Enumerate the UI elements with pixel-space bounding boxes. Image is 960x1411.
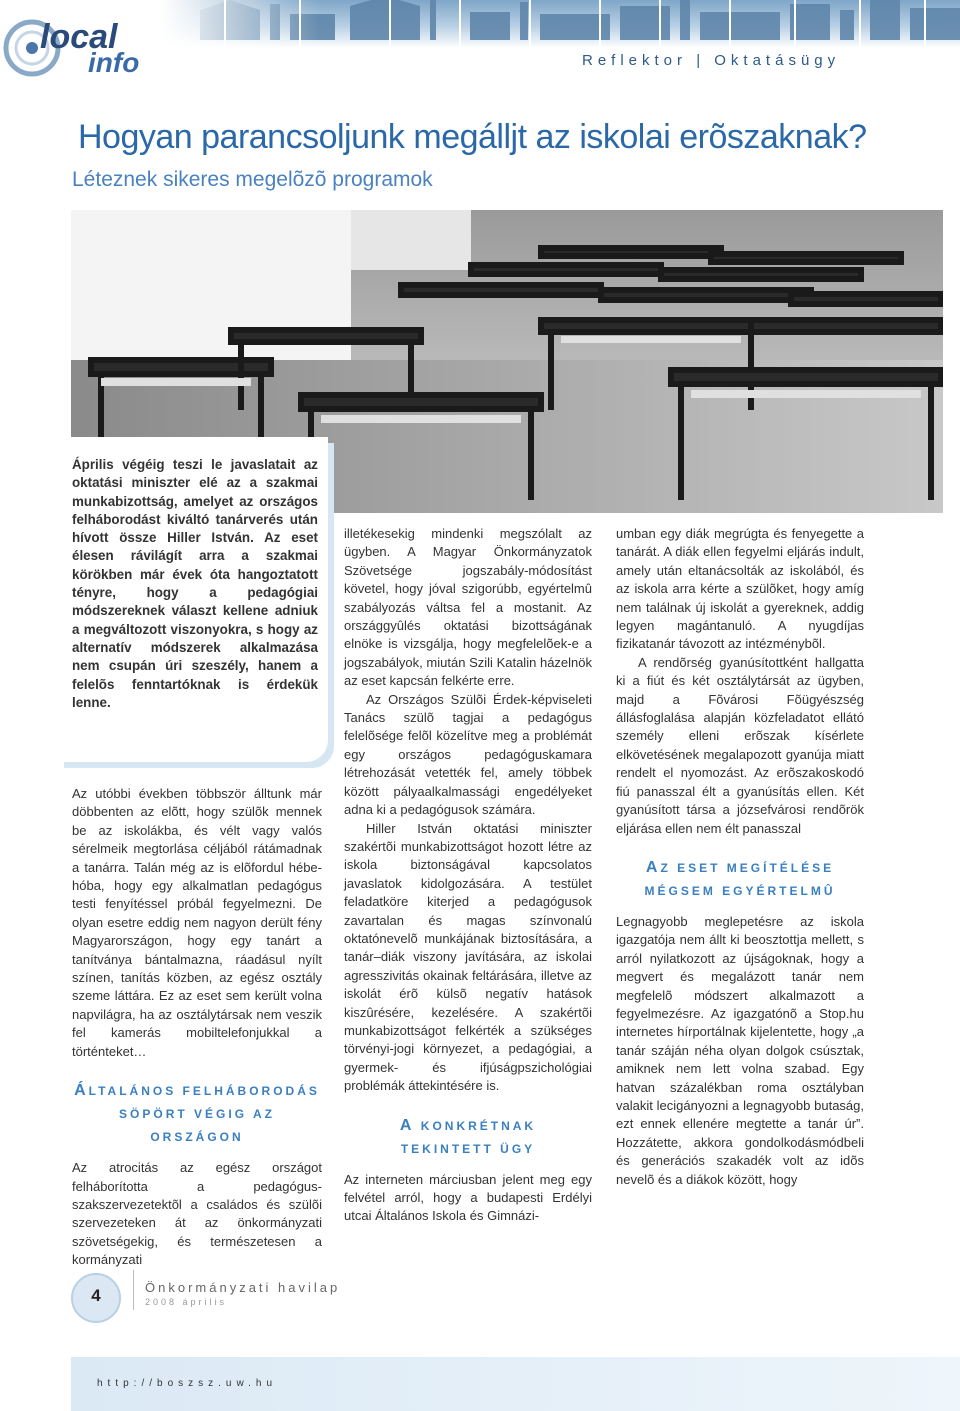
subheading-line: SÖPÖRT VÉGIG AZ ORSZÁGON [119, 1107, 275, 1145]
article-subtitle: Léteznek sikeres megelõzõ programok [72, 168, 433, 191]
article-column-1 [72, 785, 322, 1270]
footer-url-link[interactable]: http://boszsz.uw.hu [97, 1378, 278, 1389]
logo-text-local: local [40, 18, 118, 56]
subheading-line: A KONKRÉTNAK [399, 1116, 537, 1134]
subheading-line: AZ ESET MEGÍTÉLÉSE [645, 858, 835, 876]
logo-text-info: info [88, 47, 140, 78]
article-title: Hogyan parancsoljunk megállјt az iskolai erõszaknak? [78, 118, 867, 156]
page-number: 4 [91, 1286, 101, 1305]
article-lead: Április végéig teszi le javaslatait az oktatási miniszter elé az a szakmai munkabizottság, amelyet az országos felháborodást kiváltó tanárverés után hívott össze Hiller István. Az eset élesen rávilágít arra a szakmai körökben már évek óta hangoztatott tényre, hogy a pedagógiai módszereknek választ kellene adniuk a megváltozott viszonyokra, s hogy az alternatív módszerek alkalmazása nem csupán úri szeszély, hanem a felelõs fenntartóknak is érdekük lenne. [72, 457, 318, 710]
footer-divider [133, 1270, 134, 1310]
subheading-line: MÉGSEM EGYÉRTELMÛ [644, 883, 836, 898]
magazine-date: 2008 április [145, 1297, 228, 1307]
section-tag: Reflektor | Oktatásügy [582, 52, 841, 69]
article-column-2 [344, 525, 592, 1226]
local-info-logo [0, 0, 170, 100]
paragraph: illetékesekig mindenki megszólalt az ügyben. A Magyar Önkormányzatok Szövetsége jogszabály-módosítást követel, hogy jóval szigorúbb, egyértelmû szabályozás váltsa fel a mostanit. Az országgyûlés oktatási bizottságának elnöke is vizsgálja, hogy megfelelõek-e a jogszabályok, miután Szili Katalin házelnök az eset kapcsán felkérte erre. [344, 526, 592, 689]
paragraph: Az interneten márciusban jelent meg egy felvétel arról, hogy a budapesti Erdélyi utcai Általános Iskola és Gimnázi- [344, 1171, 592, 1224]
paragraph: A rendõrség gyanúsítottként hallgatta ki a fiút és két osztálytársát az ügyben, majd a Fõvárosi Fõügyészség állásfoglalása alapján közfeladatot ellátó személy elleni erõszak kísérlete elkövetésének megalapozott gyanúja miatt rendelt el nyomozást. Az erõszakoskodó fiú panasszal élt a gyanúsítás ellen. Két gyanúsított társa a józsefvárosi rendõrök eljárása ellen nem élt panasszal [616, 654, 864, 836]
paragraph: Legnagyobb meglepetésre az iskola igazgatója nem állt ki beosztottja mellett, s arról nyilatkozott az újságoknak, hogy a megvert és megalázott tanár nem megfelelõ módszert alkalmazott a fegyelmezésre. Az igazgatónõ a Stop.hu internetes hírportálnak kijelentette, hogy „a tanár száján néha olyan dolgok csúsztak, amiknek nem lett volna szabad. Egy hatvan százalékban roma osztályban valakit lecigányozni a legnagyobb butaság, ezt ennek ellenére megtette a tanár úr”. Hozzátette, akkora gondolkodásmódbeli és generációs szakadék volt az idõs nevelõ és a diákok között, hogy [616, 913, 864, 1187]
magazine-title: Önkormányzati havilap [145, 1280, 341, 1295]
paragraph: umban egy diák megrúgta és fenyegette a tanárát. A diák ellen fegyelmi eljárás indult, amely után eltanácsolták az iskolából, és az iskola arra kérte a szülõket, hogy amíg nem találnak új iskolát a gyereknek, addig legyen magántanuló. A nyugdíjas fizikatanár távozott az intézménybõl. [616, 526, 864, 652]
subheading-3 [616, 856, 864, 903]
subheading-1 [72, 1079, 322, 1149]
subheading-line: ÁLTALÁNOS FELHÁBORODÁS [74, 1082, 320, 1100]
subheading-2 [344, 1114, 592, 1161]
paragraph: Az Országos Szülõi Érdek-képviseleti Tanács szülõ tagjai a pedagógus felelõsége felõl közelítve meg a problémát egy országos pedagóguskamara létrehozását vetették fel, amely többek között pályaalkalmassági engedélyeket adna ki a pedagógusok számára. [344, 691, 592, 818]
subheading-line: TEKINTETT ÜGY [400, 1141, 536, 1156]
article-column-3 [616, 525, 864, 1189]
paragraph: Az utóbbi években többször álltunk már döbbenten az elõtt, hogy szülõk mennek be az iskolákba, és vélt vagy valós sérelmeik megtorlása céljából rátámadnak a tanárra. Talán még az is elõfordul hébe-hóba, hogy egy alkalmatlan pedagógus testi fenyítéssel próbál fegyelmezni. De olyan esetre eddig nem nagyon derült fény Magyarországon, hogy egy tanárt a tanítványa bántalmazna, ráadásul nyílt színen, tanítás közben, az egész osztály szeme láttára. Ez az eset sem került volna napvilágra, ha az osztálytársak nem veszik fel kamerás mobiltelefonjukkal a történteket… [72, 786, 322, 1059]
paragraph: Az atrocitás az egész országot felháborította a pedagógus-szakszervezetektõl a családos és szülõi szervezeteken át az önkormányzati szövetségekig, és természetesen a kormányzati [72, 1160, 322, 1268]
paragraph: Hiller István oktatási miniszter szakértõi munkabizottságot hozott létre az iskola biztonságával kapcsolatos javaslatok kidolgozására. A testület feladatköre kiterjed a pedagógusok zavartalan és magas színvonalú oktatónevelõ munkájának biztosítására, a tanár–diák viszony javítására, az iskolai agresszivitás okainak feltárására, illetve az iskolát érõ külsõ negatív hatások kiszûrésére, kezelésére. A szakértõi munkabizottságot felkérték a szükséges törvényi-jogi környezet, a pedagógiai, a gyermek- és ifjúságpszichológiai problémák áttekintésére is. [344, 820, 592, 1094]
